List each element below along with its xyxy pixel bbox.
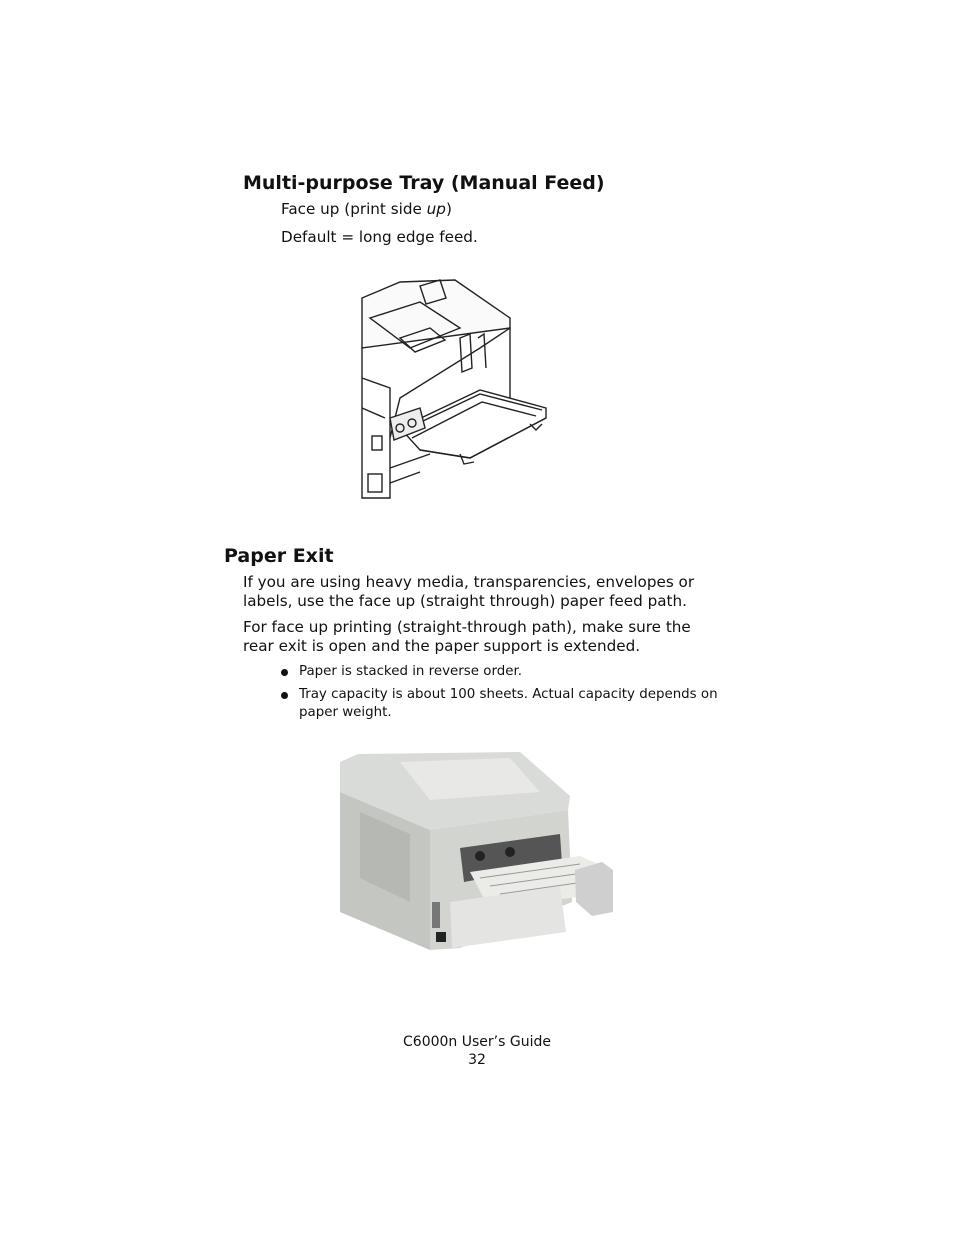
printer-manual-feed-tray-icon	[360, 278, 548, 500]
bullet-icon	[281, 669, 288, 676]
footer-guide-title: C6000n User’s Guide	[403, 1034, 551, 1050]
section-title-multipurpose-tray: Multi-purpose Tray (Manual Feed)	[243, 172, 605, 194]
face-up-line: Face up (print side up)	[281, 200, 452, 218]
default-feed-line: Default = long edge feed.	[281, 228, 478, 246]
paper-exit-bullets	[281, 663, 721, 727]
printer-rear-exit-photo-icon	[340, 752, 613, 950]
bullet-icon	[281, 692, 288, 699]
footer-page-number: 32	[468, 1052, 486, 1068]
list-item: Tray capacity is about 100 sheets. Actual capacity depends on paper weight.	[281, 686, 721, 721]
section-title-paper-exit: Paper Exit	[224, 545, 334, 567]
paper-exit-paragraph-2: For face up printing (straight-through path), make sure the rear exit is open and the paper support is extended.	[243, 618, 691, 655]
list-item: Paper is stacked in reverse order.	[281, 663, 721, 681]
paper-exit-paragraph-1: If you are using heavy media, transparencies, envelopes or labels, use the face up (straight through) paper feed path.	[243, 573, 695, 610]
